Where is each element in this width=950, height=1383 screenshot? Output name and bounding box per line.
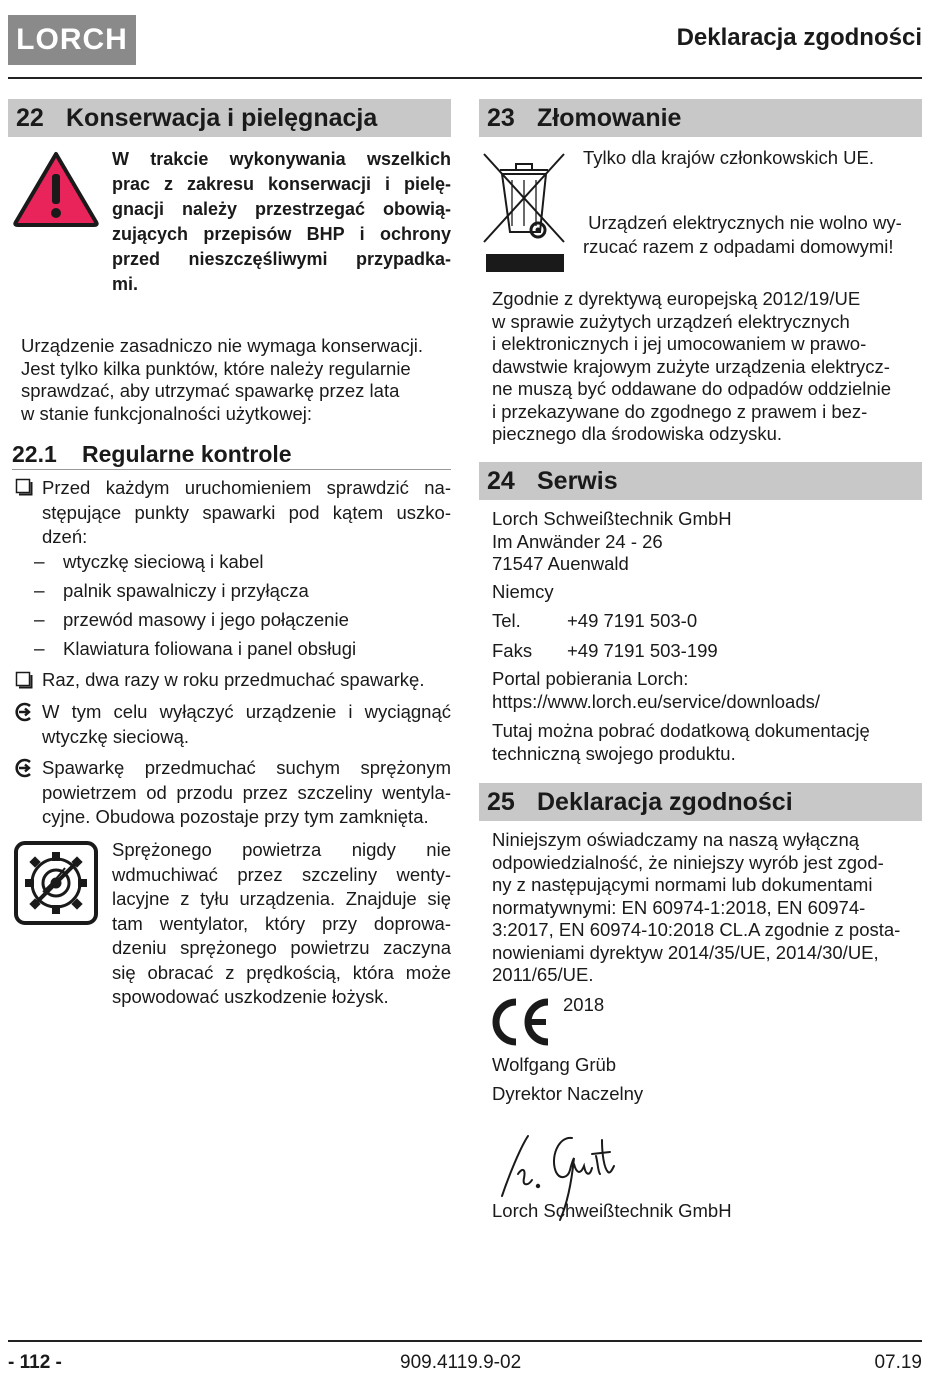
dash-list-item: palnik spawalniczy i przyłącza <box>63 580 309 601</box>
switch-off-instruction: W tym celu wyłączyć urządzenie i wyciągnąć wtyczkę sieciową. <box>42 701 451 747</box>
crossed-out-bin-icon <box>480 150 568 274</box>
dash-list-item: przewód masowy i jego połączenie <box>63 609 349 630</box>
fan-bearing-warning-icon <box>13 840 99 926</box>
dash-list-item: wtyczkę sieciową i kabel <box>63 551 264 572</box>
phone-number: +49 7191 503-0 <box>567 610 698 631</box>
dash-bullet: – <box>34 610 45 631</box>
section-number: 24 <box>487 466 515 495</box>
page-header-title: Deklaracja zgodności <box>676 24 922 51</box>
phone-label: Tel. <box>492 610 521 631</box>
eu-only-note: Tylko dla krajów członkowskich UE. <box>583 147 874 168</box>
circled-arrow-icon <box>14 702 34 722</box>
section-24-heading <box>479 462 922 500</box>
check-before-start-item: Przed każdym uruchomieniem sprawdzić na- stępujące punkty spawarki pod kątem uszko- dzeń: <box>42 477 451 547</box>
ce-year: 2018 <box>563 994 605 1015</box>
maintenance-safety-warning: W trakcie wykonywania wszelkich prac z zakresu konserwacji i pielę- gnacji należy przestrzegać obowią- zujących przepisów BHP i ochrony przed nieszczęśliwymi przypadka- mi. <box>112 149 451 294</box>
subsection-22-1-heading <box>12 440 451 468</box>
section-title: Deklaracja zgodności <box>537 787 793 816</box>
section-title: Złomowanie <box>537 103 682 132</box>
dash-bullet: – <box>34 639 45 660</box>
subsection-title: Regularne kontrole <box>82 440 292 467</box>
footer-divider <box>8 1340 922 1342</box>
header-divider <box>8 77 922 79</box>
circled-arrow-icon <box>14 758 34 778</box>
subsection-number: 22.1 <box>12 440 57 467</box>
signer-name: Wolfgang Grüb <box>492 1054 617 1075</box>
signer-title: Dyrektor Naczelny <box>492 1083 644 1104</box>
download-portal-link[interactable]: https://www.lorch.eu/service/downloads/ <box>492 690 821 712</box>
dash-list-item: Klawiatura foliowana i panel obsługi <box>63 638 357 659</box>
section-title: Konserwacja i pielęgnacja <box>66 103 378 132</box>
declaring-company: Lorch Schweißtechnik GmbH <box>492 1200 732 1221</box>
warning-triangle-icon <box>12 150 100 228</box>
section-23-heading <box>479 99 922 137</box>
download-portal-label: Portal pobierania Lorch: <box>492 668 689 689</box>
maintenance-intro-paragraph: Urządzenie zasadniczo nie wymaga konserwacji. Jest tylko kilka punktów, które należy regularnie sprawdzać, aby utrzymać spawarkę przez lata w stanie funkcjonalności użytkowej: <box>21 335 424 424</box>
service-country: Niemcy <box>492 581 554 602</box>
ce-mark-icon <box>492 996 552 1048</box>
section-25-heading <box>479 783 922 821</box>
section-number: 25 <box>487 787 515 816</box>
service-address: Lorch Schweißtechnik GmbH Im Anwänder 24 - 26 71547 Auenwald <box>492 508 732 574</box>
section-22-heading <box>8 99 451 137</box>
section-number: 22 <box>16 103 44 132</box>
lorch-logo: LORCH <box>8 15 136 65</box>
no-household-disposal-warning: Urządzeń elektrycznych nie wolno wy- rzucać razem z odpadami domowymi! <box>583 212 902 257</box>
section-title: Serwis <box>537 466 618 495</box>
subsection-divider <box>12 469 451 470</box>
blow-out-yearly-item: Raz, dwa razy w roku przedmuchać spawarkę. <box>42 669 425 690</box>
fax-number: +49 7191 503-199 <box>567 640 718 661</box>
section-number: 23 <box>487 103 515 132</box>
checkbox-icon <box>15 478 33 496</box>
fax-label: Faks <box>492 640 533 661</box>
blow-out-instruction: Spawarkę przedmuchać suchym sprężonym powietrzem od przodu przez szczeliny wentyla- cyjne. Obudowa pozostaje przy tym zamknięta. <box>42 757 451 827</box>
dash-bullet: – <box>34 552 45 573</box>
download-docs-note: Tutaj można pobrać dodatkową dokumentację techniczną swojego produktu. <box>492 720 870 764</box>
conformity-declaration-paragraph: Niniejszym oświadczamy na naszą wyłączną odpowiedzialność, że niniejszy wyrób jest zgod- ny z następującymi normami lub dokumentami normatywnymi: EN 60974-1:2018, EN 60974- 3:2017, EN 60974-10:2018 CL.A zgodnie z posta- nowieniami dyrektyw 2014/35/UE, 2014/30/UE, 2011/65/UE. <box>492 829 901 985</box>
document-number: 909.4119.9-02 <box>400 1352 522 1373</box>
document-date: 07.19 <box>874 1352 922 1373</box>
weee-directive-paragraph: Zgodnie z dyrektywą europejską 2012/19/UE w sprawie zużytych urządzeń elektrycznych i elektronicznych i jej umocowaniem w prawo- dawstwie krajowym zużyte urządzenia elektrycz- ne muszą być oddawane do odpadów oddzielnie i przekazywane do zgodnego z prawem i bez- piecznego dla środowiska odzysku. <box>492 288 892 444</box>
compressed-air-note: Sprężonego powietrza nigdy nie wdmuchiwać przez szczeliny wenty- lacyjne z tyłu urządzenia. Znajduje się tam wentylator, który przy doprowa- dzeniu sprężonego powietrzu zaczyna się obracać z prędkością, która może spowodować uszkodzenie łożysk. <box>112 839 451 1007</box>
checkbox-icon <box>15 671 33 689</box>
download-portal <box>492 668 820 713</box>
dash-bullet: – <box>34 581 45 602</box>
page-number: - 112 - <box>8 1352 62 1373</box>
